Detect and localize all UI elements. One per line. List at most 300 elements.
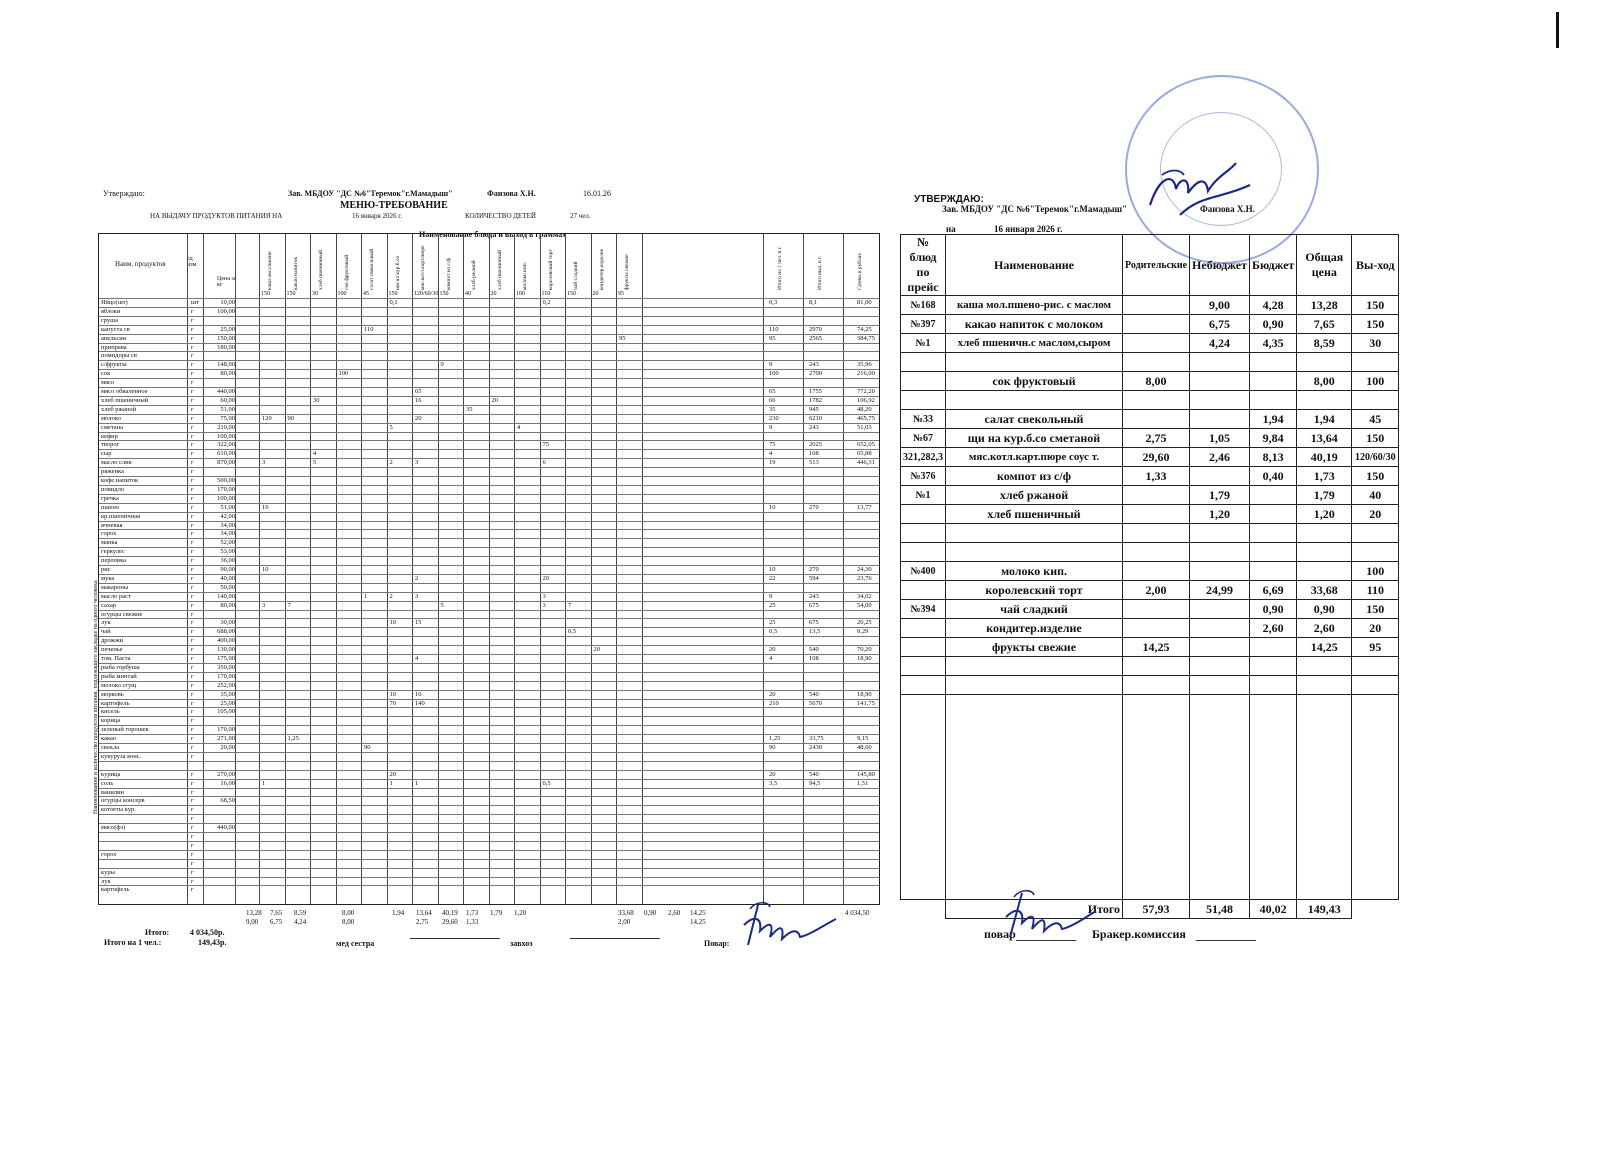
total-label: Итого: xyxy=(145,928,170,937)
product-price: 100,00 xyxy=(217,432,235,440)
menu-code xyxy=(901,657,946,676)
menu-dish-name: хлеб пшеничный xyxy=(946,505,1123,524)
row-total: 540 xyxy=(809,646,819,654)
row-total: 9,29 xyxy=(857,628,869,636)
row-total: 2430 xyxy=(809,744,822,751)
menu-row xyxy=(901,562,1399,581)
row-total: 66 xyxy=(769,396,776,404)
product-unit: г xyxy=(191,850,194,858)
product-name: дрожжи xyxy=(101,637,124,645)
product-name: хлеб пшеничный xyxy=(101,396,149,404)
menu-nonbudget-price: 4,24 xyxy=(1190,334,1250,353)
menu-dish-name xyxy=(946,524,1123,543)
product-price: 170,00 xyxy=(217,672,235,680)
menu-budget-price xyxy=(1250,486,1297,505)
product-name: котлеты кур. xyxy=(101,806,136,814)
portion-value: 150 xyxy=(439,291,449,297)
menu-code: №67 xyxy=(901,429,946,448)
product-unit: г xyxy=(191,432,194,440)
product-name: картофель xyxy=(101,886,130,894)
row-total: 70,20 xyxy=(857,646,872,654)
grid-hline xyxy=(99,716,879,717)
menu-total-parent: 57,93 xyxy=(1123,900,1190,919)
menu-parent-price xyxy=(1123,505,1190,524)
product-price: 100,00 xyxy=(217,307,235,315)
menu-budget-price xyxy=(1250,562,1297,581)
sum-value-2: 2,75 xyxy=(416,918,429,926)
grid-hline xyxy=(99,351,879,352)
row-total: 446,31 xyxy=(857,459,875,467)
menu-parent-price xyxy=(1123,315,1190,334)
product-name: лук xyxy=(101,619,111,627)
menu-dish-name: хлеб ржаной xyxy=(946,486,1123,505)
product-unit: г xyxy=(191,726,194,734)
row-total: 0,3 xyxy=(769,299,778,306)
menu-total-row xyxy=(901,900,1399,919)
menu-row xyxy=(901,486,1399,505)
product-name: огурцы свежие xyxy=(101,610,143,618)
portion-value: 120/60/30 xyxy=(414,291,439,297)
row-total: 94,5 xyxy=(809,779,821,787)
row-total: 4 xyxy=(769,450,773,458)
row-total: 5670 xyxy=(809,699,822,707)
menu-parent-price: 29,60 xyxy=(1123,448,1190,467)
menu-parent-price xyxy=(1123,486,1190,505)
menu-yield: 40 xyxy=(1352,486,1399,505)
product-name: яблоки xyxy=(101,307,121,315)
product-price: 500,00 xyxy=(217,477,235,484)
menu-budget-price: 2,60 xyxy=(1250,619,1297,638)
row-total: 2025 xyxy=(809,441,822,449)
product-unit: г xyxy=(191,672,194,680)
sum-value-2: 2,00 xyxy=(618,918,631,926)
product-unit: г xyxy=(191,325,194,333)
row-total: 22 xyxy=(769,574,776,582)
product-price: 52,00 xyxy=(220,539,235,547)
menu-dish-name xyxy=(946,391,1123,410)
dish-quantity: 0,1 xyxy=(389,299,398,306)
row-total: 513 xyxy=(809,459,819,467)
dish-quantity: 2 xyxy=(415,574,419,582)
product-price: 148,00 xyxy=(217,361,235,369)
product-unit: г xyxy=(191,566,194,573)
menu-dish-name: королевский торт xyxy=(946,581,1123,600)
menu-dish-name: каша мол.пшено-рис. с маслом xyxy=(946,296,1123,315)
menu-code: №400 xyxy=(901,562,946,581)
menu-budget-price: 1,94 xyxy=(1250,410,1297,429)
product-unit: г xyxy=(191,379,194,387)
product-name: ванилин xyxy=(101,788,125,796)
dish-quantity: 0,5 xyxy=(542,779,551,787)
row-total: 594 xyxy=(809,574,819,582)
right-on-label: на xyxy=(946,224,956,234)
menu-total-price: 40,19 xyxy=(1297,448,1352,467)
menu-nonbudget-price xyxy=(1190,657,1250,676)
grid-hline xyxy=(99,805,879,806)
menu-row xyxy=(901,410,1399,429)
product-unit: г xyxy=(191,779,194,787)
dish-header: кондитер.изделие xyxy=(598,248,605,290)
menu-body xyxy=(901,296,1399,695)
menu-total-price xyxy=(1297,353,1352,372)
grid-hline xyxy=(99,877,879,878)
product-unit: г xyxy=(191,574,194,582)
product-name: сметана xyxy=(101,423,124,431)
product-unit: г xyxy=(191,468,194,476)
row-total: 243 xyxy=(809,423,819,431)
row-total: 945 xyxy=(809,405,819,413)
portion-value: 100 xyxy=(337,291,347,297)
row-total: 540 xyxy=(809,770,819,778)
product-name: с/фрукты xyxy=(101,361,127,369)
dish-quantity: 1,25 xyxy=(287,735,299,743)
menu-row xyxy=(901,524,1399,543)
row-total: 48,60 xyxy=(857,744,872,751)
menu-dish-name: чай сладкий xyxy=(946,600,1123,619)
product-name: повидло xyxy=(101,485,125,493)
sum-value-2: 4,24 xyxy=(294,918,307,926)
menu-dish-name xyxy=(946,657,1123,676)
menu-row xyxy=(901,657,1399,676)
menu-parent-price xyxy=(1123,334,1190,353)
row-total: 270 xyxy=(809,566,819,573)
approve-label: Утверждаю: xyxy=(103,189,145,198)
menu-budget-price: 6,69 xyxy=(1250,581,1297,600)
row-total: 145,80 xyxy=(857,770,875,778)
dish-header: чай сладкий xyxy=(573,261,579,290)
product-unit: г xyxy=(191,619,194,627)
sub-date: 16 января 2026 г. xyxy=(352,212,403,220)
dish-header: хлеб пшеничный xyxy=(318,250,324,290)
sum-value: 1,20 xyxy=(514,909,527,917)
portion-value: 150 xyxy=(261,291,270,297)
product-unit: г xyxy=(191,414,194,422)
menu-total-sum: 149,43 xyxy=(1297,900,1352,919)
sum-value-2: 8,00 xyxy=(342,918,355,926)
menu-budget-price xyxy=(1250,638,1297,657)
product-name: какао xyxy=(101,735,117,743)
menu-yield: 20 xyxy=(1352,505,1399,524)
product-price: 252,00 xyxy=(217,681,235,689)
dish-quantity: 10 xyxy=(262,503,269,511)
product-price: 10,00 xyxy=(220,299,235,306)
menu-budget-price: 8,13 xyxy=(1250,448,1297,467)
menu-nonbudget-price xyxy=(1190,600,1250,619)
cook-signature-right xyxy=(1000,885,1100,945)
portion-value: 100 xyxy=(516,291,525,297)
menu-code: №33 xyxy=(901,410,946,429)
sub-count: 27 чел. xyxy=(570,212,591,220)
portion-value: 30 xyxy=(312,291,318,297)
filler-cell xyxy=(946,695,1123,900)
menu-row xyxy=(901,315,1399,334)
row-total: 20,25 xyxy=(857,619,872,627)
dish-quantity: 1 xyxy=(415,779,419,787)
row-total: 34,02 xyxy=(857,592,872,600)
product-name: творог xyxy=(101,441,120,449)
dish-quantity: 5 xyxy=(440,601,444,609)
grid-hline xyxy=(99,859,879,860)
dish-quantity: 4 xyxy=(517,423,521,431)
menu-nonbudget-price: 2,46 xyxy=(1190,448,1250,467)
row-total: 1782 xyxy=(809,396,822,404)
nurse-label: мед сестра xyxy=(336,939,375,948)
storekeeper-signature-line xyxy=(570,938,660,939)
product-price: 170,00 xyxy=(217,485,235,493)
menu-nonbudget-price xyxy=(1190,353,1250,372)
menu-total-nonbudget: 51,48 xyxy=(1190,900,1250,919)
menu-yield: 30 xyxy=(1352,334,1399,353)
product-name: капуста св xyxy=(101,325,130,333)
menu-parent-price xyxy=(1123,676,1190,695)
menu-code: №168 xyxy=(901,296,946,315)
dish-quantity: 15 xyxy=(415,619,422,627)
dish-quantity: 100 xyxy=(338,370,349,378)
dish-quantity: 20 xyxy=(491,396,498,404)
menu-yield: 45 xyxy=(1352,410,1399,429)
dish-quantity: 3 xyxy=(542,601,546,609)
product-price: 440,00 xyxy=(217,388,235,395)
dish-header: сок фруктовый xyxy=(343,254,350,290)
product-unit: г xyxy=(191,833,194,840)
menu-parent-price xyxy=(1123,600,1190,619)
cook-label: Повар: xyxy=(704,939,730,948)
filler-cell xyxy=(1123,695,1190,900)
row-total: 51,03 xyxy=(857,423,872,431)
row-total: 6210 xyxy=(809,414,822,422)
row-total: 2700 xyxy=(809,370,822,378)
row-total: 108 xyxy=(809,655,819,662)
menu-budget-price xyxy=(1250,543,1297,562)
product-name: Яйцо(шт) xyxy=(101,299,128,306)
product-name: мясо обваленное xyxy=(101,388,148,395)
dish-quantity: 4 xyxy=(415,655,419,662)
dish-quantity: 1 xyxy=(364,592,368,600)
product-name: мясо xyxy=(101,379,115,387)
product-price: 180,00 xyxy=(217,343,235,351)
head-name: Фаизова Х.Н. xyxy=(487,189,536,198)
row-total: 384,75 xyxy=(857,334,875,342)
row-total: 74,25 xyxy=(857,325,872,333)
product-unit: г xyxy=(191,388,194,395)
product-name: кисель xyxy=(101,708,120,716)
menu-yield xyxy=(1352,676,1399,695)
group-header: Наименование блюда и выход в граммах xyxy=(419,230,567,239)
product-unit: г xyxy=(191,788,194,796)
menu-row xyxy=(901,619,1399,638)
product-unit: г xyxy=(191,352,194,360)
product-name: том. Паста xyxy=(101,655,131,662)
menu-parent-price: 1,33 xyxy=(1123,467,1190,486)
menu-nonbudget-price xyxy=(1190,638,1250,657)
menu-parent-price xyxy=(1123,296,1190,315)
product-price: 80,00 xyxy=(220,601,235,609)
menu-row xyxy=(901,353,1399,372)
per-person-value: 149,43р. xyxy=(198,938,227,947)
product-unit: г xyxy=(191,628,194,636)
menu-row xyxy=(901,638,1399,657)
product-unit: г xyxy=(191,797,194,805)
menu-budget-price xyxy=(1250,505,1297,524)
product-price: 60,00 xyxy=(220,396,235,404)
product-unit: г xyxy=(191,681,194,689)
dish-header: хлеб пшеничный xyxy=(496,250,503,290)
product-unit: г xyxy=(191,459,194,467)
product-unit: г xyxy=(191,405,194,413)
menu-nonbudget-price xyxy=(1190,543,1250,562)
menu-total-budget: 40,02 xyxy=(1250,900,1297,919)
dish-quantity: 90 xyxy=(364,744,371,751)
product-price: 350,00 xyxy=(217,663,235,671)
menu-nonbudget-price xyxy=(1190,410,1250,429)
menu-parent-price xyxy=(1123,410,1190,429)
row-total: 20 xyxy=(769,770,776,778)
menu-budget-price: 0,90 xyxy=(1250,315,1297,334)
row-total: 13,77 xyxy=(857,503,872,511)
product-price: 75,00 xyxy=(220,414,235,422)
sum-value-2: 29,60 xyxy=(442,918,458,926)
row-total: 81,00 xyxy=(857,299,872,306)
sum-value: 4 034,50 xyxy=(845,909,870,917)
product-unit: г xyxy=(191,441,194,449)
product-name: кр.пшеничная xyxy=(101,512,140,520)
product-price: 270,00 xyxy=(217,770,235,778)
product-name: ячневая xyxy=(101,521,123,529)
product-unit: г xyxy=(191,886,194,894)
product-unit: г xyxy=(191,859,194,867)
product-unit: г xyxy=(191,583,194,591)
head-title: Зав. МБДОУ "ДС №6"Теремок"г.Мамадыш" xyxy=(288,189,453,198)
menu-row xyxy=(901,391,1399,410)
product-price: 25,00 xyxy=(220,699,235,707)
portion-value: 150 xyxy=(388,291,398,297)
portion-value: 150 xyxy=(567,291,576,297)
product-name: масло слив xyxy=(101,459,132,467)
menu-dish-name xyxy=(946,676,1123,695)
dish-quantity: 20 xyxy=(593,646,600,654)
menu-filler-row xyxy=(901,695,1399,900)
total-header: Итого на 1 чел. в г. xyxy=(777,246,783,290)
menu-nonbudget-price xyxy=(1190,391,1250,410)
product-name: зеленый горошек xyxy=(101,726,149,734)
row-total: 9 xyxy=(769,361,773,369)
dish-quantity: 10 xyxy=(262,566,269,573)
product-name: молоко сгущ xyxy=(101,681,137,689)
dish-quantity: 140 xyxy=(415,699,425,707)
grid-hline xyxy=(99,841,879,842)
product-unit: г xyxy=(191,494,194,502)
row-total: 35 xyxy=(769,405,776,413)
director-signature xyxy=(1140,155,1260,225)
product-price: 51,00 xyxy=(220,503,235,511)
menu-table xyxy=(900,234,1399,919)
menu-yield xyxy=(1352,543,1399,562)
menu-code: №1 xyxy=(901,334,946,353)
product-name: молоко xyxy=(101,414,121,422)
product-unit: г xyxy=(191,717,194,725)
menu-budget-price: 0,90 xyxy=(1250,600,1297,619)
row-total: 54,00 xyxy=(857,601,872,609)
col-name: Наименование xyxy=(946,235,1123,296)
menu-dish-name xyxy=(946,353,1123,372)
row-total: 23,76 xyxy=(857,574,872,582)
dish-quantity: 20 xyxy=(389,770,396,778)
product-unit: г xyxy=(191,307,194,315)
sum-value: 7,65 xyxy=(270,909,283,917)
menu-parent-price xyxy=(1123,619,1190,638)
dish-quantity: 95 xyxy=(619,334,626,342)
menu-code xyxy=(901,619,946,638)
row-total: 18,90 xyxy=(857,690,872,698)
product-name: перловка xyxy=(101,557,127,565)
row-total: 210 xyxy=(769,699,779,707)
product-price: 42,00 xyxy=(220,512,235,520)
sum-value: 8,00 xyxy=(342,909,355,917)
menu-dish-name: какао напиток с молоком xyxy=(946,315,1123,334)
product-name: печенье xyxy=(101,646,123,654)
menu-yield: 100 xyxy=(1352,562,1399,581)
dish-quantity: 75 xyxy=(542,441,549,449)
grid-hline xyxy=(99,885,879,886)
menu-total-price xyxy=(1297,657,1352,676)
menu-yield: 150 xyxy=(1352,315,1399,334)
row-total: 141,75 xyxy=(857,699,875,707)
row-total: 20 xyxy=(769,646,776,654)
row-total: 100 xyxy=(769,370,779,378)
menu-yield: 150 xyxy=(1352,467,1399,486)
product-price: 140,00 xyxy=(217,592,235,600)
menu-nonbudget-price: 6,75 xyxy=(1190,315,1250,334)
product-price: 688,00 xyxy=(217,628,235,636)
menu-dish-name: молоко кип. xyxy=(946,562,1123,581)
grid-hline xyxy=(99,316,879,317)
product-name: апельсин xyxy=(101,334,127,342)
product-name: картофель xyxy=(101,699,130,707)
sum-value: 1,73 xyxy=(466,909,479,917)
grid-hline xyxy=(99,467,879,468)
product-unit: г xyxy=(191,610,194,618)
dish-quantity: 10 xyxy=(389,690,396,698)
product-price: 36,00 xyxy=(220,557,235,565)
product-price: 130,00 xyxy=(217,646,235,654)
sum-value: 13,28 xyxy=(246,909,262,917)
right-commission-label: Бракер.комиссия xyxy=(1092,927,1186,941)
menu-parent-price: 14,25 xyxy=(1123,638,1190,657)
product-unit: г xyxy=(191,815,194,823)
menu-budget-price: 9,84 xyxy=(1250,429,1297,448)
row-total: 0,5 xyxy=(769,628,778,636)
menu-code xyxy=(901,505,946,524)
product-price: 400,00 xyxy=(217,637,235,645)
product-price: 16,00 xyxy=(220,779,235,787)
menu-dish-name: щи на кур.б.со сметаной xyxy=(946,429,1123,448)
dish-quantity: 35 xyxy=(466,405,473,413)
col-product: Наим. продуктов xyxy=(115,260,166,268)
menu-budget-price xyxy=(1250,524,1297,543)
product-name: кукуруза конс. xyxy=(101,752,142,760)
menu-nonbudget-price: 24,99 xyxy=(1190,581,1250,600)
menu-code: №397 xyxy=(901,315,946,334)
filler-cell xyxy=(1297,695,1352,900)
product-name: морковь xyxy=(101,690,124,698)
dish-quantity: 7 xyxy=(568,601,572,609)
menu-nonbudget-price: 1,05 xyxy=(1190,429,1250,448)
menu-total-price: 1,79 xyxy=(1297,486,1352,505)
menu-total-price xyxy=(1297,524,1352,543)
sum-value: 0,90 xyxy=(644,909,657,917)
product-unit: г xyxy=(191,361,194,369)
product-unit: г xyxy=(191,539,194,547)
